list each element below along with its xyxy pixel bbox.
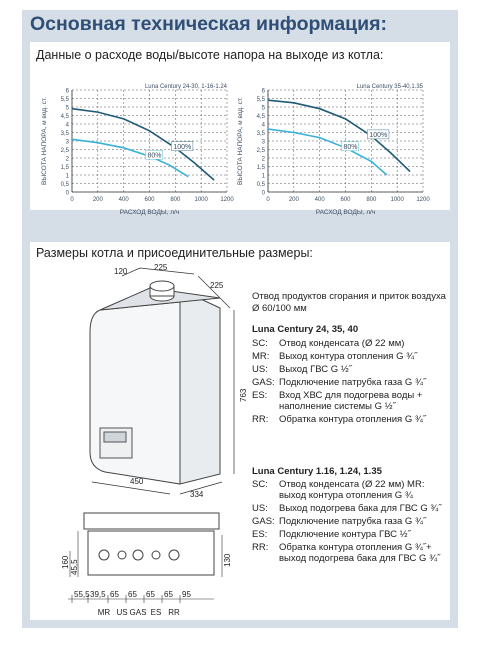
y-tick-label: 3 xyxy=(261,139,265,146)
flue-description: Отвод продуктов сгорания и приток воздуха Ø 60/100 мм xyxy=(252,291,446,314)
y-tick-label: 4,5 xyxy=(60,114,69,120)
legend-row xyxy=(252,503,449,514)
y-tick-label: 4 xyxy=(65,122,69,129)
legend-row xyxy=(252,390,449,412)
dim-225-right: 225 xyxy=(210,281,224,290)
y-tick-label: 2 xyxy=(261,156,265,163)
legend-description: Обратка контура отопления G ¾˝ xyxy=(279,414,426,425)
dim-450: 450 xyxy=(130,477,144,486)
y-tick-label: 2 xyxy=(65,156,69,163)
y-tick-label: 1,5 xyxy=(256,165,265,171)
legend-row xyxy=(252,351,449,362)
series-label: 80% xyxy=(147,152,162,160)
legend-code: RR: xyxy=(252,542,269,553)
dim-763: 763 xyxy=(239,388,248,402)
x-tick-label: 1200 xyxy=(416,197,430,203)
x-axis-label: РАСХОД ВОДЫ, л/ч xyxy=(315,209,376,216)
bottom-view-drawing xyxy=(61,505,234,620)
legend-description: Выход подогрева бака для ГВС G ¾˝ xyxy=(279,503,442,514)
x-tick-label: 0 xyxy=(70,197,74,203)
chart-right xyxy=(232,80,442,220)
x-tick-label: 200 xyxy=(288,197,299,203)
legend-description: Выход ГВС G ½˝ xyxy=(279,364,352,375)
display-screen xyxy=(104,432,126,442)
legend-row xyxy=(252,338,449,349)
legend-code: US: xyxy=(252,364,268,375)
y-tick-label: 5,5 xyxy=(60,97,69,103)
legend-row xyxy=(252,414,449,425)
y-tick-label: 3 xyxy=(65,139,69,146)
y-tick-label: 2,5 xyxy=(60,148,69,154)
y-tick-label: 2,5 xyxy=(256,148,265,154)
y-tick-label: 0 xyxy=(65,190,69,197)
page-title: Основная техническая информация: xyxy=(30,13,388,35)
legend-description: Обратка контура отопления G ¾˝+ выход подогрева бака для ГВС G ¾˝ xyxy=(279,542,441,564)
bottom-width-label: 65 xyxy=(110,590,119,599)
x-tick-label: 200 xyxy=(92,197,103,203)
chart-left xyxy=(36,80,236,220)
flue-pipe-top xyxy=(150,281,174,291)
legend-description: Отвод конденсата (Ø 22 мм) MR: выход контура отопления G ¾ xyxy=(279,479,425,501)
chart-title: Luna Century 24-30, 1-16-1.24 xyxy=(144,84,227,90)
y-tick-label: 4 xyxy=(261,122,265,129)
series-label: 80% xyxy=(343,143,358,151)
y-tick-label: 0,5 xyxy=(256,182,265,188)
legend-code: GAS: xyxy=(252,377,275,388)
y-tick-label: 6 xyxy=(261,88,265,95)
legend-row xyxy=(252,479,449,501)
connection-label: US xyxy=(116,608,128,617)
dim-225-top: 225 xyxy=(154,263,168,272)
legend-code: RR: xyxy=(252,414,269,425)
y-tick-label: 3,5 xyxy=(60,131,69,137)
dim-120: 120 xyxy=(114,267,128,276)
connection-rr xyxy=(169,550,179,560)
section-title-dimensions: Размеры котла и присоединительные размеры: xyxy=(36,246,313,260)
y-tick-label: 0 xyxy=(261,190,265,197)
legend-description: Выход контура отопления G ¾˝ xyxy=(279,351,418,362)
bottom-width-label: 95 xyxy=(182,590,191,599)
y-tick-label: 1,5 xyxy=(60,165,69,171)
legend-code: US: xyxy=(252,503,268,514)
x-tick-label: 800 xyxy=(366,197,377,203)
legend-description: Подключение контура ГВС ½˝ xyxy=(279,529,411,540)
y-tick-label: 5,5 xyxy=(256,97,265,103)
x-tick-label: 400 xyxy=(118,197,129,203)
bottom-width-label: 55,5 xyxy=(74,590,90,599)
x-tick-label: 600 xyxy=(340,197,351,203)
group2-title: Luna Century 1.16, 1.24, 1.35 xyxy=(252,466,382,477)
connection-gas xyxy=(133,550,143,560)
y-tick-label: 6 xyxy=(65,88,69,95)
legend-code: GAS: xyxy=(252,516,275,527)
connection-mr xyxy=(99,550,109,560)
x-tick-label: 1000 xyxy=(390,197,404,203)
connection-label: RR xyxy=(168,608,180,617)
section-title-flow: Данные о расходе воды/высоте напора на выходе из котла: xyxy=(36,48,384,62)
legend-description: Вход ХВС для подогрева воды + наполнение системы G ½˝ xyxy=(279,390,423,412)
y-tick-label: 4,5 xyxy=(256,114,265,120)
bottom-width-label: 39,5 xyxy=(90,590,106,599)
series-label: 100% xyxy=(369,131,388,139)
y-tick-label: 1 xyxy=(261,173,265,180)
legend-description: Подключение патрубка газа G ¾˝ xyxy=(279,516,427,527)
connection-label: GAS xyxy=(129,608,147,617)
dim-130: 130 xyxy=(223,553,232,567)
bottom-width-label: 65 xyxy=(128,590,137,599)
group1-title: Luna Century 24, 35, 40 xyxy=(252,324,359,335)
y-tick-label: 1 xyxy=(65,173,69,180)
x-axis-label: РАСХОД ВОДЫ, л/ч xyxy=(119,209,180,216)
x-tick-label: 800 xyxy=(170,197,181,203)
legend-code: SC: xyxy=(252,338,268,349)
legend-description: Отвод конденсата (Ø 22 мм) xyxy=(279,338,405,349)
y-tick-label: 0,5 xyxy=(60,182,69,188)
dim-45-5: 45,5 xyxy=(70,559,79,575)
connection-label: ES xyxy=(150,608,162,617)
chart-title: Luna Century 35-40,1.35 xyxy=(356,84,423,90)
legend-row xyxy=(252,542,449,564)
x-tick-label: 0 xyxy=(266,197,270,203)
x-tick-label: 400 xyxy=(314,197,325,203)
x-tick-label: 1000 xyxy=(194,197,208,203)
bottom-width-label: 65 xyxy=(164,590,173,599)
y-tick-label: 3,5 xyxy=(256,131,265,137)
legend-code: ES: xyxy=(252,390,268,401)
legend-code: ES: xyxy=(252,529,268,540)
legend-row xyxy=(252,377,449,388)
legend-row xyxy=(252,364,449,375)
legend-code: MR: xyxy=(252,351,270,362)
legend-code: SC: xyxy=(252,479,268,490)
legend-description: Подключение патрубка газа G ¾˝ xyxy=(279,377,427,388)
boiler-drawing xyxy=(30,262,250,502)
y-tick-label: 5 xyxy=(261,105,265,112)
y-tick-label: 5 xyxy=(65,105,69,112)
x-tick-label: 600 xyxy=(144,197,155,203)
y-axis-label: ВЫСОТА НАПОРА, м вод. ст. xyxy=(237,97,244,185)
connection-es xyxy=(152,551,160,559)
series-label: 100% xyxy=(173,143,192,151)
x-tick-label: 1200 xyxy=(220,197,234,203)
dim-334: 334 xyxy=(190,490,204,499)
dim-160: 160 xyxy=(61,555,70,569)
y-axis-label: ВЫСОТА НАПОРА, м вод. ст. xyxy=(41,97,48,185)
bottom-width-label: 65 xyxy=(146,590,155,599)
legend-row xyxy=(252,529,449,540)
bottom-rear-bar xyxy=(84,513,219,529)
connection-label: MR xyxy=(97,608,111,617)
legend-row xyxy=(252,516,449,527)
connection-us xyxy=(118,551,126,559)
